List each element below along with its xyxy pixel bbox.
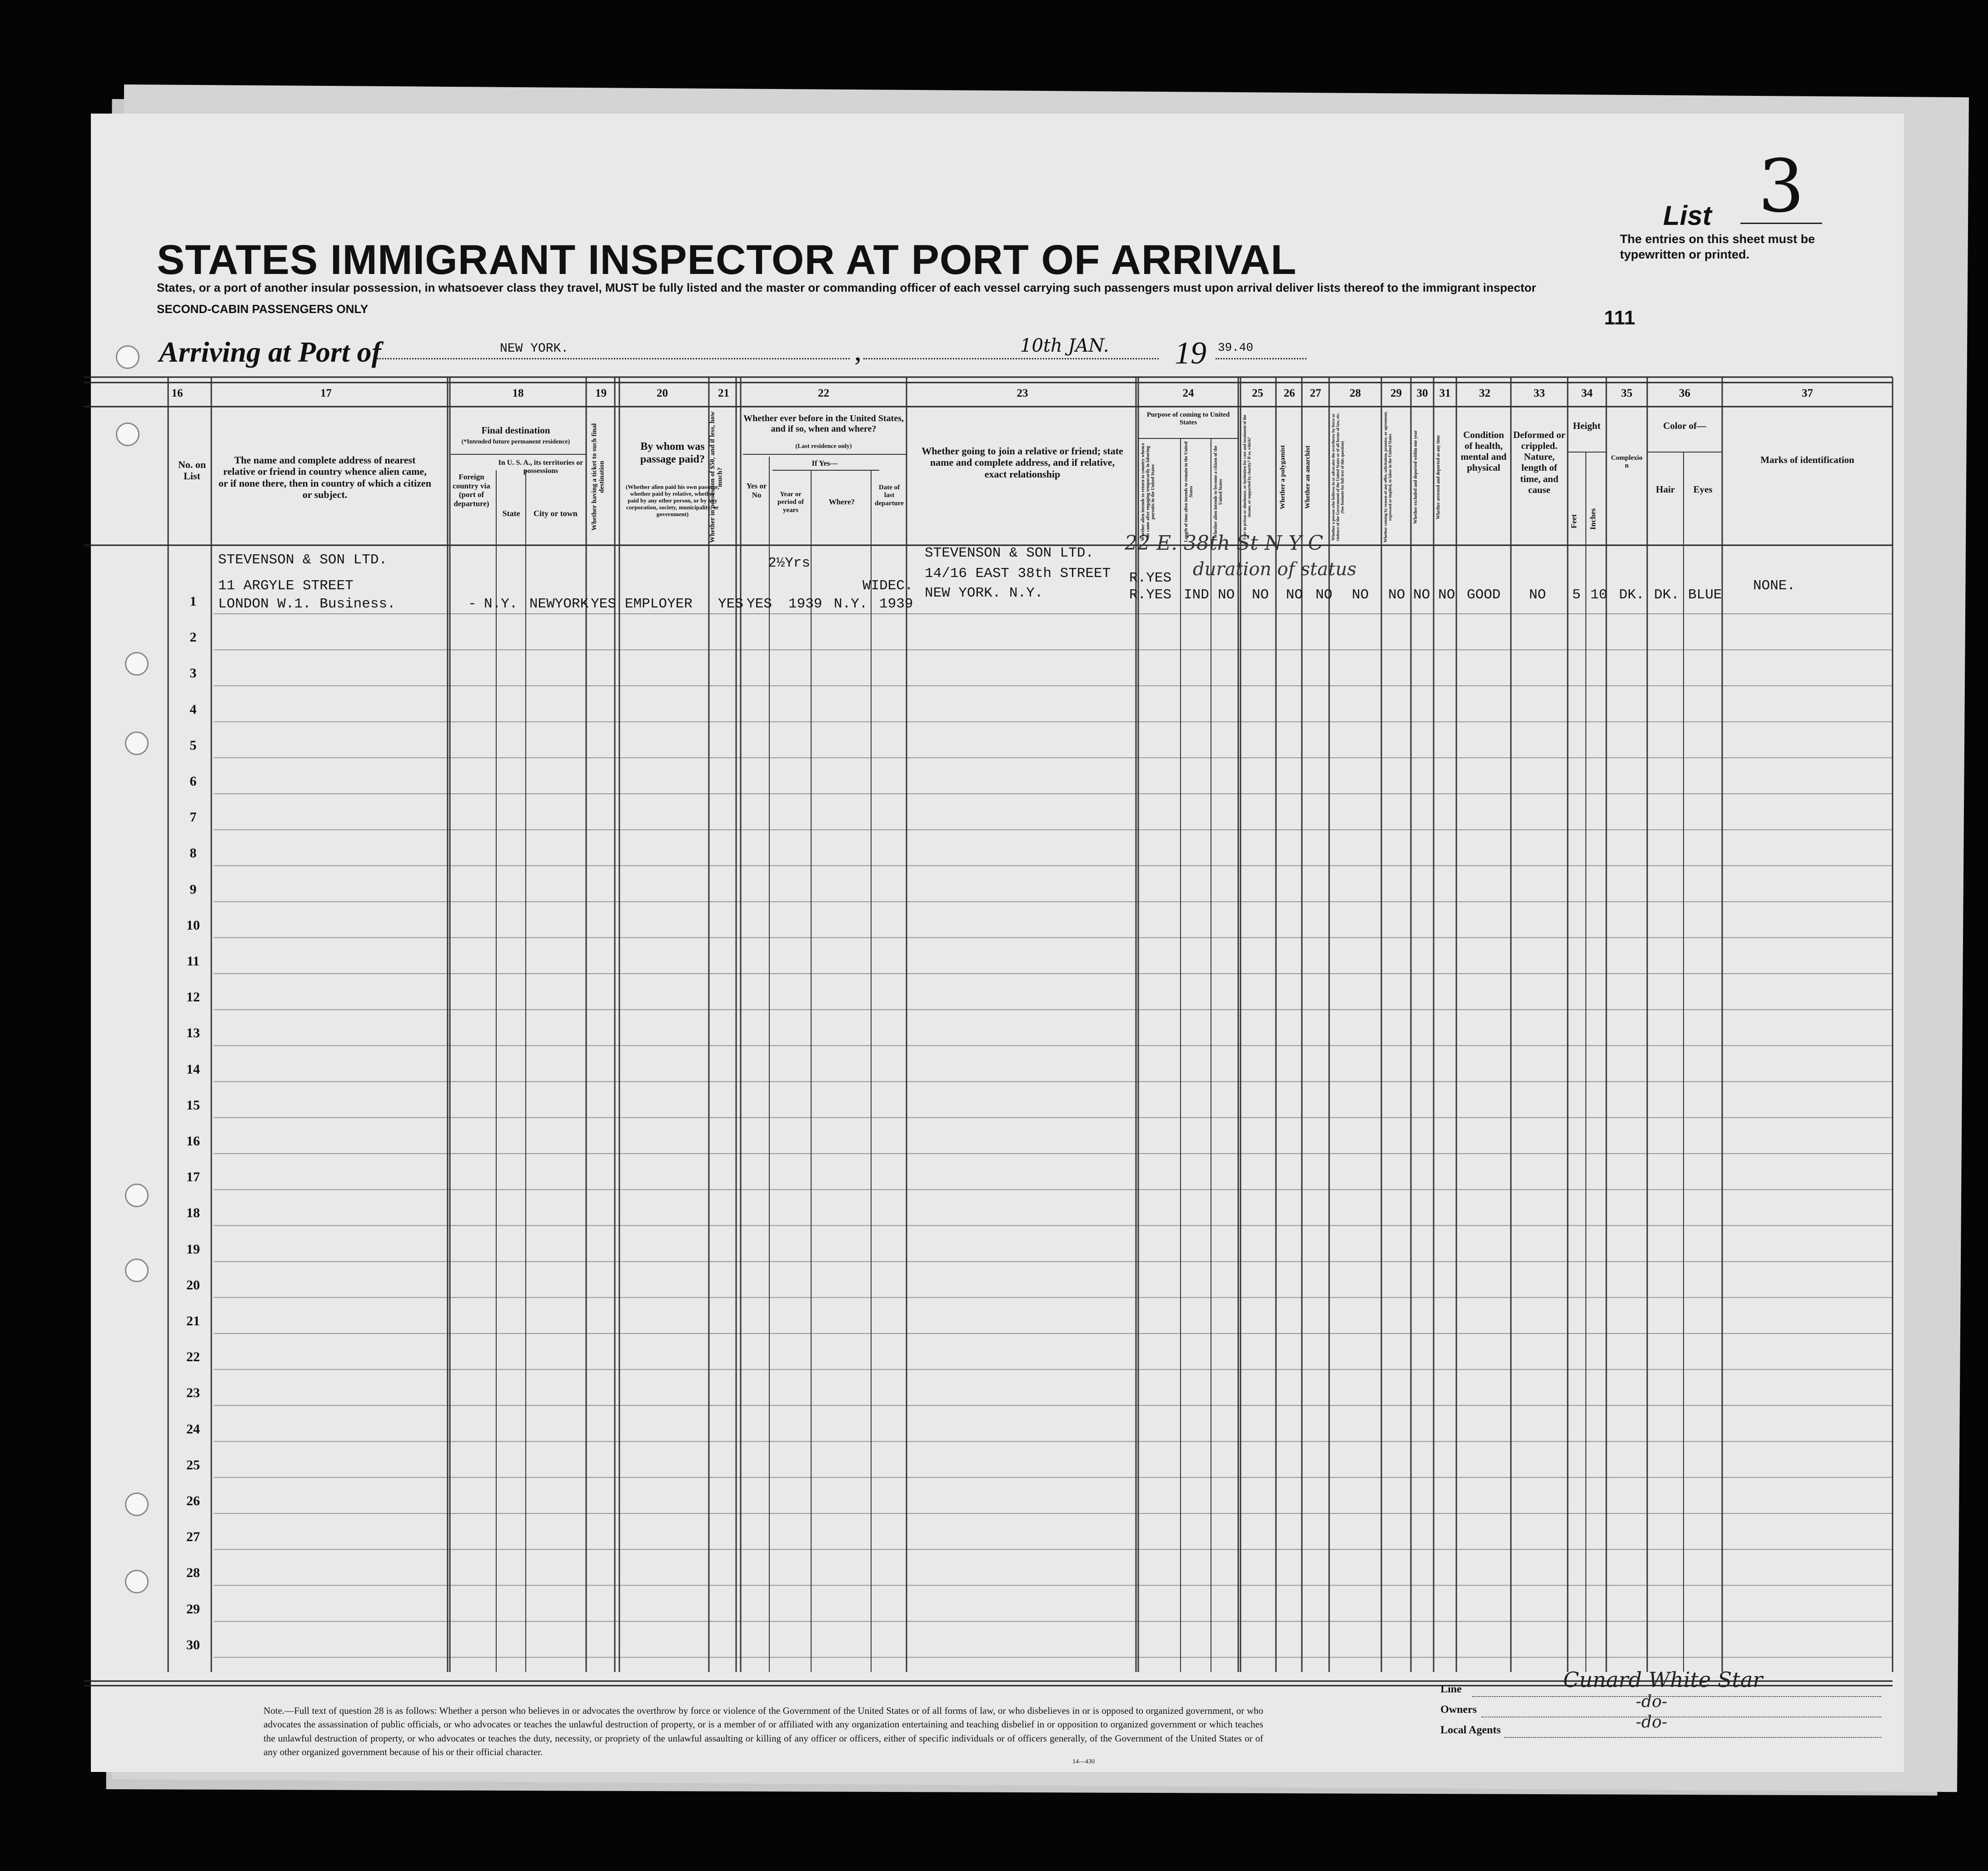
labor-offer-value: NO <box>1388 587 1405 603</box>
col-before-in-us-note: (Last residence only) <box>795 443 852 450</box>
col-passage-paid: By whom was passage paid? <box>640 441 705 465</box>
row-number: 22 <box>186 1349 200 1365</box>
col-complexion: Complexion <box>1611 454 1643 470</box>
col-if-yes: If Yes— <box>812 459 838 468</box>
col-inches: Inches <box>1589 508 1597 530</box>
punch-hole <box>125 1184 149 1207</box>
punch-hole <box>125 1493 149 1516</box>
column-number: 24 <box>1182 387 1194 399</box>
column-number: 35 <box>1621 387 1633 399</box>
row-number: 10 <box>186 917 200 933</box>
row-number: 28 <box>186 1565 200 1581</box>
passage-paid-value: EMPLOYER <box>625 596 693 612</box>
row-number: 29 <box>186 1601 200 1617</box>
row-number: 16 <box>186 1134 200 1149</box>
col-usa: In U. S. A., its territories or possessions <box>498 459 583 475</box>
agents-label: Local Agents <box>1440 1724 1501 1736</box>
col-passage-paid-note: (Whether alien paid his own passage, whether paid by relative, whether paid by any other person, or by any corporation, society, municipality, or government) <box>626 483 719 518</box>
feet-value: 5 <box>1572 587 1581 603</box>
row-number: 2 <box>189 630 197 645</box>
col-joining: Whether going to join a relative or friend; state name and complete address, and if relative, exact relationship <box>922 445 1123 480</box>
year-prefix: 19 <box>1175 336 1206 371</box>
column-number: 29 <box>1390 387 1402 399</box>
col-marks: Marks of identification <box>1760 454 1854 465</box>
column-number: 18 <box>512 387 524 399</box>
row-number: 26 <box>186 1493 200 1508</box>
form-code: 14—430 <box>1072 1758 1095 1765</box>
row-number: 30 <box>186 1637 200 1652</box>
arriving-label: Arriving at Port of <box>159 336 381 368</box>
relative-line3: LONDON W.1. Business. <box>218 596 396 612</box>
footnote: Note.—Full text of question 28 is as follows: Whether a person who believes in or advocates the overthrow by force or violence of the Government of the United States or of all forms of law, or who disbelieves in or is opposed to organized government, or who advocates the assassination of public officials, or who advocates or teaches the unlawful destruction of property, or is a member of or affiliated with any organization entertaining and teaching disbelief in or opposition to organized government or which teaches the unlawful destruction of property, or who advocates or teaches the duty, necessity, or propriety of the unlawful assaulting or killing of any officer or officers, either of specific individuals or of officers generally, of the Government of the United States or of any other organized government because of his or their official character. <box>264 1705 1263 1758</box>
column-number: 31 <box>1439 387 1451 399</box>
joining-line2: 14/16 EAST 38th STREET <box>925 566 1111 582</box>
punch-hole <box>116 423 140 446</box>
relative-line1: STEVENSON & SON LTD. <box>218 552 388 568</box>
col-purpose-citizen: Whether alien intends to become a citizen of the United States <box>1213 445 1223 538</box>
year-value: 1939 <box>788 596 822 612</box>
column-number: 21 <box>718 387 729 399</box>
col-purpose-length: Length of time alien intends to remain in the United States <box>1184 441 1194 542</box>
column-number: 25 <box>1252 387 1263 399</box>
agents-value: -do- <box>1636 1713 1668 1732</box>
marks-value: NONE. <box>1753 578 1796 594</box>
row-number: 3 <box>189 666 197 681</box>
column-number: 27 <box>1310 387 1321 399</box>
ticket-value: YES <box>591 596 616 612</box>
col-deformed: Deformed or crippled. Nature, length of time, and cause <box>1513 429 1565 495</box>
col-city: City or town <box>533 509 578 518</box>
handwritten-address: 22 E. 38th St N Y C <box>1125 532 1324 555</box>
col-year: Year or period of years <box>777 491 804 514</box>
column-number: 37 <box>1802 387 1813 399</box>
column-number: 32 <box>1479 387 1490 399</box>
agents-field <box>1504 1737 1881 1738</box>
row-number: 13 <box>186 1025 200 1041</box>
column-number: 33 <box>1534 387 1545 399</box>
col-excluded: Whether excluded and deported within one year <box>1413 430 1418 524</box>
punch-hole <box>125 652 149 676</box>
row-number: 5 <box>189 737 197 753</box>
col-anarchist: Whether an anarchist <box>1304 445 1311 509</box>
before-in-us-value: YES <box>747 596 772 612</box>
row-number: 11 <box>186 954 200 969</box>
col-polygamist: Whether a polygamist <box>1279 445 1286 509</box>
eyes-value: BLUE <box>1688 587 1722 603</box>
col-purpose: Purpose of coming to United States <box>1146 411 1230 427</box>
row-number: 7 <box>189 810 197 825</box>
col-hair: Hair <box>1656 484 1675 495</box>
entries-note: The entries on this sheet must be typewritten or printed. <box>1620 232 1815 261</box>
line-label: Line <box>1440 1683 1462 1695</box>
column-number: 17 <box>320 387 332 399</box>
row-number: 14 <box>186 1061 200 1077</box>
col-prison: Ever in prison or almshouse, or institution for care and treatment of the insane, or supported by charity? If so, which? <box>1242 414 1251 540</box>
col-no-on-list: No. on List <box>178 459 206 482</box>
punch-hole <box>125 1259 149 1282</box>
polygamist-value: NO <box>1286 587 1303 603</box>
col-yes-no: Yes or No <box>746 482 767 499</box>
year-field <box>1216 341 1306 359</box>
purpose-length-value: IND <box>1184 587 1209 603</box>
column-number: 23 <box>1016 387 1028 399</box>
col-ticket: Whether having a ticket to such final destination <box>591 423 606 531</box>
foreign-country-value: - <box>468 596 477 612</box>
row-number: 24 <box>186 1421 200 1437</box>
column-number: 22 <box>818 387 829 399</box>
last-departure-year: 1939 <box>879 596 913 612</box>
row-number: 4 <box>189 702 197 717</box>
column-number: 28 <box>1350 387 1361 399</box>
column-number: 36 <box>1679 387 1690 399</box>
state-value: N.Y. <box>484 596 518 612</box>
page-title: STATES IMMIGRANT INSPECTOR AT PORT OF ARRIVAL <box>157 237 1297 283</box>
col-fifty-dollars: Whether in possession of $50, and if less, how much? <box>709 411 724 543</box>
prison-value: NO <box>1252 587 1269 603</box>
last-departure-note: DEC. <box>879 578 913 594</box>
row-number: 1 <box>189 594 197 609</box>
hair-value: DK. <box>1654 587 1679 603</box>
column-number: 26 <box>1284 387 1295 399</box>
deformed-value: NO <box>1529 587 1546 603</box>
row-number: 8 <box>189 846 197 861</box>
complexion-value: DK. <box>1619 587 1644 603</box>
col-relative: The name and complete address of nearest relative or friend in country whence alien came, or if none there, then in country of which a citizen or subject. <box>219 454 431 500</box>
list-number: 3 <box>1740 150 1822 224</box>
page-subtitle: States, or a port of another insular possession, in whatsoever class they travel, MUST be fully listed and the master or commanding officer of each vessel carrying such passengers must upon arrival deliver lists thereof to the immigrant inspector <box>157 281 1536 294</box>
col-height: Height <box>1573 420 1601 431</box>
deported-value: NO <box>1438 587 1455 603</box>
inches-value: 10 <box>1590 587 1608 603</box>
joining-line1: STEVENSON & SON LTD. <box>925 545 1094 561</box>
col-deported: Whether arrested and deported at any time <box>1436 435 1441 519</box>
excluded-value: NO <box>1413 587 1430 603</box>
col-final-destination-note: (*Intended future permanent residence) <box>461 438 570 445</box>
row-number: 12 <box>186 990 200 1005</box>
owners-label: Owners <box>1440 1704 1477 1716</box>
row-number: 23 <box>186 1385 200 1401</box>
col-labor-offer: Whether coming by reason of any offer, solicitation, promise, or agreement, expressed or implied, to labor in the United States <box>1383 411 1392 543</box>
owners-value: -do- <box>1636 1692 1668 1711</box>
col-foreign-country: Foreign country via (port of departure) <box>453 473 490 508</box>
city-value: NEWYORK <box>529 596 589 612</box>
row-number: 17 <box>186 1169 200 1185</box>
purpose-citizen-value: NO <box>1218 587 1235 603</box>
date-value: 10th JAN. <box>1020 335 1109 356</box>
row-number: 25 <box>186 1457 200 1473</box>
column-number: 16 <box>171 387 183 399</box>
row-number: 15 <box>186 1097 200 1113</box>
purpose-return-1: R.YES <box>1129 570 1172 586</box>
relative-line2: 11 ARGYLE STREET <box>218 578 354 594</box>
col-eyes: Eyes <box>1693 484 1713 495</box>
sheet-code: 111 <box>1604 307 1635 329</box>
fifty-dollars-value: YES <box>718 596 743 612</box>
col-state: State <box>502 509 520 518</box>
list-label: List <box>1663 200 1712 231</box>
line-field <box>1472 1696 1881 1697</box>
where-value: N.Y. <box>834 596 868 612</box>
column-number: 19 <box>595 387 607 399</box>
separator: , <box>854 334 862 367</box>
row-number: 9 <box>189 881 197 897</box>
overthrow-value: NO <box>1352 587 1369 603</box>
period-value: 2½Yrs <box>768 555 811 571</box>
joining-line3: NEW YORK. N.Y. <box>925 585 1043 601</box>
purpose-return-2: R.YES <box>1129 587 1172 603</box>
col-feet: Feet <box>1569 514 1578 529</box>
row-number: 19 <box>186 1241 200 1257</box>
col-overthrow: Whether a person who believes in or advocates the overthrow by force or violence of the Government of the United States or of all forms of law, etc. (See footnote for full text of this question) <box>1331 413 1345 542</box>
row-number: 18 <box>186 1205 200 1221</box>
col-before-in-us: Whether ever before in the United States, and if so, when and where? <box>743 413 904 434</box>
cabin-class: SECOND-CABIN PASSENGERS ONLY <box>157 302 369 316</box>
col-color: Color of— <box>1663 420 1706 431</box>
anarchist-value: NO <box>1315 587 1333 603</box>
row-number: 20 <box>186 1277 200 1293</box>
column-number: 20 <box>657 387 668 399</box>
col-final-destination: Final destination <box>481 425 550 436</box>
row-number: 21 <box>186 1314 200 1329</box>
col-health: Condition of health, mental and physical <box>1460 429 1507 473</box>
handwritten-status: duration of status <box>1193 559 1357 580</box>
column-number: 30 <box>1416 387 1428 399</box>
port-field <box>377 342 850 359</box>
punch-hole <box>125 731 149 755</box>
row-number: 6 <box>189 774 197 789</box>
punch-hole <box>116 345 140 369</box>
col-purpose-return: Whether alien intends to return to country whence he came after engaging temporarily in laboring pursuits in the United States <box>1141 443 1156 541</box>
port-value: NEW YORK. <box>500 342 569 356</box>
col-last-departure: Date of last departure <box>875 484 904 507</box>
last-departure-prefix: WI <box>862 578 880 594</box>
year-value: 39.40 <box>1218 341 1254 354</box>
column-number: 34 <box>1581 387 1593 399</box>
health-value: GOOD <box>1467 587 1501 603</box>
col-where: Where? <box>828 498 855 506</box>
line-value: Cunard White Star <box>1563 1667 1763 1692</box>
row-number: 27 <box>186 1529 200 1545</box>
punch-hole <box>125 1570 149 1593</box>
date-field <box>863 335 1159 359</box>
